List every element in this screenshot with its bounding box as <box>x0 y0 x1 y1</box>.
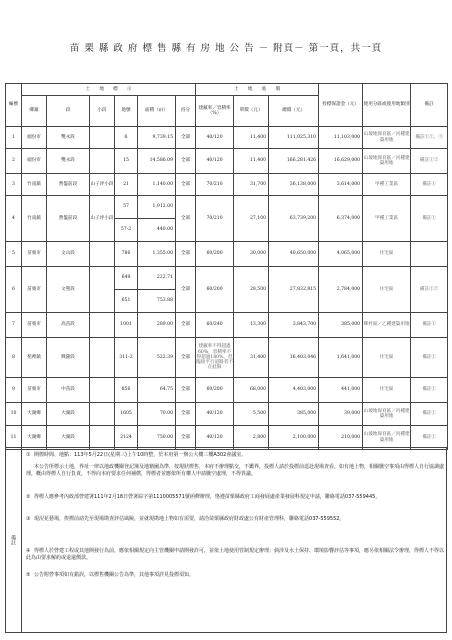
cell-ratio: 60/200 <box>196 242 234 267</box>
cell-area: 9,739.15 <box>138 127 176 149</box>
cell-unit-price: 31,400 <box>234 338 269 378</box>
cell-total-price: 3,843,700 <box>269 313 319 338</box>
cell-deposit: 16,629,000 <box>319 149 363 174</box>
table-row <box>6 267 448 290</box>
cell-unit-price: 11,400 <box>234 149 269 174</box>
cell-subsection <box>90 426 115 450</box>
table-row <box>6 149 448 174</box>
cell-total-price: 16,403,046 <box>269 338 319 378</box>
note-item <box>26 452 444 459</box>
note-marker: ③ <box>26 516 31 522</box>
cell-total-price: 166,281,426 <box>269 149 319 174</box>
cell-subsection <box>90 127 115 149</box>
cell-deposit: 385,000 <box>319 313 363 338</box>
header-row <box>6 84 448 96</box>
cell-total-price: 63,739,200 <box>269 196 319 242</box>
cell-unit-price: 13,300 <box>234 313 269 338</box>
cell-subsection: 山子坪小段 <box>90 174 115 196</box>
cell-unit-price: 28,500 <box>234 267 269 313</box>
cell-section: 雙永段 <box>47 127 90 149</box>
cell-subsection <box>90 242 115 267</box>
cell-town: 苗栗市 <box>22 242 47 267</box>
page-title: 苗 栗 縣 政 府 標 售 縣 有 房 地 公 告 － 附頁－ 第一頁，共一頁 <box>69 43 383 54</box>
cell-area: 64.75 <box>138 378 176 403</box>
cell-area: 1,355.00 <box>138 242 176 267</box>
cell-ratio: 60/200 <box>196 267 234 313</box>
table-row <box>6 426 448 450</box>
header-ratio: 建蔽率／容積率（%） <box>196 96 234 127</box>
cell-area: 440.00 <box>138 219 176 242</box>
cell-subsection: 山子坪小段 <box>90 196 115 242</box>
cell-area: 289.00 <box>138 313 176 338</box>
cell-zoning: 山坡地保育區／丙種建築用地 <box>363 149 411 174</box>
note-item <box>26 516 444 523</box>
header-holding: 持分 <box>176 96 196 127</box>
notes-label: 備註 <box>6 448 22 632</box>
cell-subsection <box>90 267 115 313</box>
cell-subsection <box>90 313 115 338</box>
table-row <box>6 127 448 149</box>
cell-lot: 15 <box>115 149 138 174</box>
note-text: 公告附營事項如有錯誤，以標售機關公告為準，其他事項詳見投標須知。 <box>34 572 195 578</box>
cell-remark: 備註①② <box>411 149 448 174</box>
cell-holding: 全部 <box>176 338 196 378</box>
cell-town: 苑裡鎮 <box>22 338 47 378</box>
cell-total-price: 4,403,000 <box>269 378 319 403</box>
cell-zoning: 甲種工業區 <box>363 174 411 196</box>
cell-deposit: 6,374,000 <box>319 196 363 242</box>
cell-no: 6 <box>6 267 22 313</box>
cell-zoning: 住宅區 <box>363 242 411 267</box>
cell-area: 753.88 <box>138 290 176 313</box>
cell-town: 竹南鎮 <box>22 174 47 196</box>
cell-town: 大湖鄉 <box>22 403 47 426</box>
cell-zoning: 住宅區 <box>363 338 411 378</box>
cell-town: 苗栗市 <box>22 313 47 338</box>
cell-zoning: 甲種工業區 <box>363 196 411 242</box>
cell-section: 營盤前段 <box>47 196 90 242</box>
note-text: 開標時間、地點：113年5月22日(星期三)上午10時整，於本府第一辦公大樓三樓A302會議室。 <box>34 452 247 458</box>
cell-no: 5 <box>6 242 22 267</box>
cell-town: 大湖鄉 <box>22 426 47 450</box>
cell-subsection <box>90 149 115 174</box>
cell-lot: 1001 <box>115 313 138 338</box>
cell-ratio: 40/120 <box>196 149 234 174</box>
cell-no: 1 <box>6 127 22 149</box>
cell-deposit: 441,000 <box>319 378 363 403</box>
cell-holding: 全部 <box>176 127 196 149</box>
cell-lot: 1605 <box>115 403 138 426</box>
cell-area: 222.71 <box>138 267 176 290</box>
note-item <box>26 572 444 579</box>
cell-holding: 全部 <box>176 426 196 450</box>
cell-total-price: 40,650,000 <box>269 242 319 267</box>
note-text: 現況花藝場，俟標前請先至現場勘查評估風險，並就現勘地上物如有需要，請洽苗栗縣政府財政處公有財產管理科，聯絡電話037-559552。 <box>34 516 345 522</box>
cell-lot: 651 <box>115 290 138 313</box>
cell-ratio: 70/210 <box>196 196 234 242</box>
cell-subsection <box>90 338 115 378</box>
cell-section: 文山段 <box>47 242 90 267</box>
cell-unit-price: 30,000 <box>234 242 269 267</box>
cell-area: 750.00 <box>138 426 176 450</box>
cell-holding: 全部 <box>176 403 196 426</box>
cell-section: 高苗段 <box>47 313 90 338</box>
cell-area: 522.39 <box>138 338 176 378</box>
header-use: 使用分區或使用地類別 <box>363 84 411 127</box>
table-row <box>6 338 448 378</box>
cell-town: 頭份市 <box>22 127 47 149</box>
cell-lot: 649 <box>115 267 138 290</box>
cell-deposit: 2,784,000 <box>319 267 363 313</box>
note-marker: ⑤ <box>26 572 31 578</box>
cell-holding: 全部 <box>176 378 196 403</box>
header-total: 總價（元） <box>269 96 319 127</box>
cell-ratio: 40/120 <box>196 403 234 426</box>
cell-lot: 311-2 <box>115 338 138 378</box>
cell-no: 7 <box>6 313 22 338</box>
cell-remark: 備註① <box>411 174 448 196</box>
header-section: 段 <box>47 96 90 127</box>
cell-deposit: 1,641,000 <box>319 338 363 378</box>
cell-zoning: 山坡地保育區／丙種建築用地 <box>363 127 411 149</box>
note-item <box>26 464 444 479</box>
cell-section: 雙永段 <box>47 149 90 174</box>
cell-deposit: 210,000 <box>319 426 363 450</box>
cell-holding: 全部 <box>176 313 196 338</box>
cell-town: 苗栗市 <box>22 378 47 403</box>
note-marker: ① <box>26 452 31 458</box>
cell-total-price: 385,000 <box>269 403 319 426</box>
cell-remark: 備註① <box>411 196 448 242</box>
table-row <box>6 403 448 426</box>
table-row <box>6 196 448 219</box>
cell-deposit: 39,000 <box>319 403 363 426</box>
cell-lot: 856 <box>115 378 138 403</box>
cell-remark: 備註①②、③ <box>411 127 448 149</box>
cell-ratio: 建蔽率不得超過60%，容積率不得超過180%，但臨接平行道路者不在此限 <box>196 338 234 378</box>
cell-area: 1,140.00 <box>138 174 176 196</box>
table-row <box>6 242 448 267</box>
note-text: 得標人於營建工程或其他開發行為前，應依相關規定向主管機關申請開發許可，並依土地使用管制規定辦理；倘涉及水土保持、環境影響評估等事項，應另依相關法令辦理，得標人不得以此為由要求解約或退還價款。 <box>26 548 445 562</box>
cell-area: 14,586.09 <box>138 149 176 174</box>
cell-unit-price: 2,800 <box>234 426 269 450</box>
cell-section: 營盤前段 <box>47 174 90 196</box>
cell-lot: 57 <box>115 196 138 219</box>
cell-town: 頭份市 <box>22 149 47 174</box>
cell-town: 竹南鎮 <box>22 196 47 242</box>
cell-lot: 21 <box>115 174 138 196</box>
header-remarks: 備註 <box>411 84 448 127</box>
cell-unit-price: 27,100 <box>234 196 269 242</box>
note-text: 本公告所標示土地，界址一律以地政機關登記簿及地籍圖為準，按現狀標售，本府不辦理點交，不鑑界，投標人請於投標前逕赴現場查看，如有地上物，相關騰空事項由得標人自行協調處理，概由得標人自行負責，不得向本府要求任何補償，得標者並應依所有權人申請騰空處理，不得異議。 <box>26 464 445 478</box>
cell-no: 4 <box>6 196 22 242</box>
cell-zoning: 住宅區 <box>363 378 411 403</box>
header-lot: 地號 <box>115 96 138 127</box>
table-row <box>6 378 448 403</box>
cell-zoning: 山坡地保育區／丙種建築用地 <box>363 403 411 426</box>
cell-holding: 全部 <box>176 267 196 313</box>
cell-section: 文聖段 <box>47 267 90 313</box>
header-unit: 單價（元） <box>234 96 269 127</box>
cell-section: 中苗段 <box>47 378 90 403</box>
cell-unit-price: 5,500 <box>234 403 269 426</box>
header-no: 編號 <box>6 84 22 127</box>
cell-section: 興隆段 <box>47 338 90 378</box>
cell-remark: 備註① <box>411 378 448 403</box>
cell-holding: 全部 <box>176 196 196 242</box>
cell-total-price: 111,025,310 <box>269 127 319 149</box>
cell-unit-price: 11,400 <box>234 127 269 149</box>
cell-ratio: 40/120 <box>196 127 234 149</box>
cell-lot: 57-2 <box>115 219 138 242</box>
cell-remark: 備註①② <box>411 267 448 313</box>
cell-zoning: 鄉村區／乙種建築用地 <box>363 313 411 338</box>
cell-subsection <box>90 378 115 403</box>
cell-holding: 全部 <box>176 174 196 196</box>
note-text: 得標人應參考內政部營建署111年2月18日營署綜字第1110005571號函釋辦理，恪遵苗栗縣政府工商發展處產業發展科規定申請，聯絡電話037-559445。 <box>34 494 381 500</box>
cell-ratio: 40/120 <box>196 426 234 450</box>
cell-no: 10 <box>6 403 22 426</box>
cell-holding: 全部 <box>176 242 196 267</box>
cell-lot: 2124 <box>115 426 138 450</box>
notes-box <box>5 447 447 633</box>
cell-unit-price: 68,000 <box>234 378 269 403</box>
header-subsection: 小段 <box>90 96 115 127</box>
cell-subsection <box>90 403 115 426</box>
cell-no: 2 <box>6 149 22 174</box>
cell-deposit: 11,103,000 <box>319 127 363 149</box>
cell-town: 苗栗市 <box>22 267 47 313</box>
cell-total-price: 27,832,815 <box>269 267 319 313</box>
cell-area: 1,912.00 <box>138 196 176 219</box>
cell-no: 8 <box>6 338 22 378</box>
header-land: 土 地 標 示 <box>22 84 196 96</box>
cell-holding: 全部 <box>176 149 196 174</box>
header-area: 面積（㎡） <box>138 96 176 127</box>
cell-no: 3 <box>6 174 22 196</box>
note-item <box>26 548 444 563</box>
cell-area: 70.00 <box>138 403 176 426</box>
cell-lot: 6 <box>115 127 138 149</box>
header-town: 鄉鎮 <box>22 96 47 127</box>
note-item <box>26 494 444 501</box>
cell-zoning: 住宅區 <box>363 267 411 313</box>
cell-deposit: 4,065,000 <box>319 242 363 267</box>
cell-no: 11 <box>6 426 22 450</box>
cell-lot: 786 <box>115 242 138 267</box>
cell-ratio: 70/210 <box>196 174 234 196</box>
cell-deposit: 3,614,000 <box>319 174 363 196</box>
table-row <box>6 313 448 338</box>
cell-no: 9 <box>6 378 22 403</box>
cell-remark: 備註① <box>411 426 448 450</box>
cell-total-price: 2,100,000 <box>269 426 319 450</box>
cell-remark: 備註① <box>411 403 448 426</box>
cell-ratio: 60/200 <box>196 378 234 403</box>
note-marker: ④ <box>26 548 31 554</box>
cell-total-price: 36,138,000 <box>269 174 319 196</box>
cell-unit-price: 31,700 <box>234 174 269 196</box>
cell-remark: 備註① <box>411 313 448 338</box>
cell-section: 大湖段 <box>47 403 90 426</box>
cell-remark <box>411 242 448 267</box>
cell-zoning: 山坡地保育區／丙種建築用地 <box>363 426 411 450</box>
table-row <box>6 174 448 196</box>
header-price: 土 地 底 價 <box>196 84 319 96</box>
cell-ratio: 60/240 <box>196 313 234 338</box>
cell-remark: 備註① <box>411 338 448 378</box>
cell-section: 大湖段 <box>47 426 90 450</box>
header-deposit: 投標保證金（元） <box>319 84 363 127</box>
note-marker: ② <box>26 494 31 500</box>
land-sale-table <box>5 83 448 450</box>
